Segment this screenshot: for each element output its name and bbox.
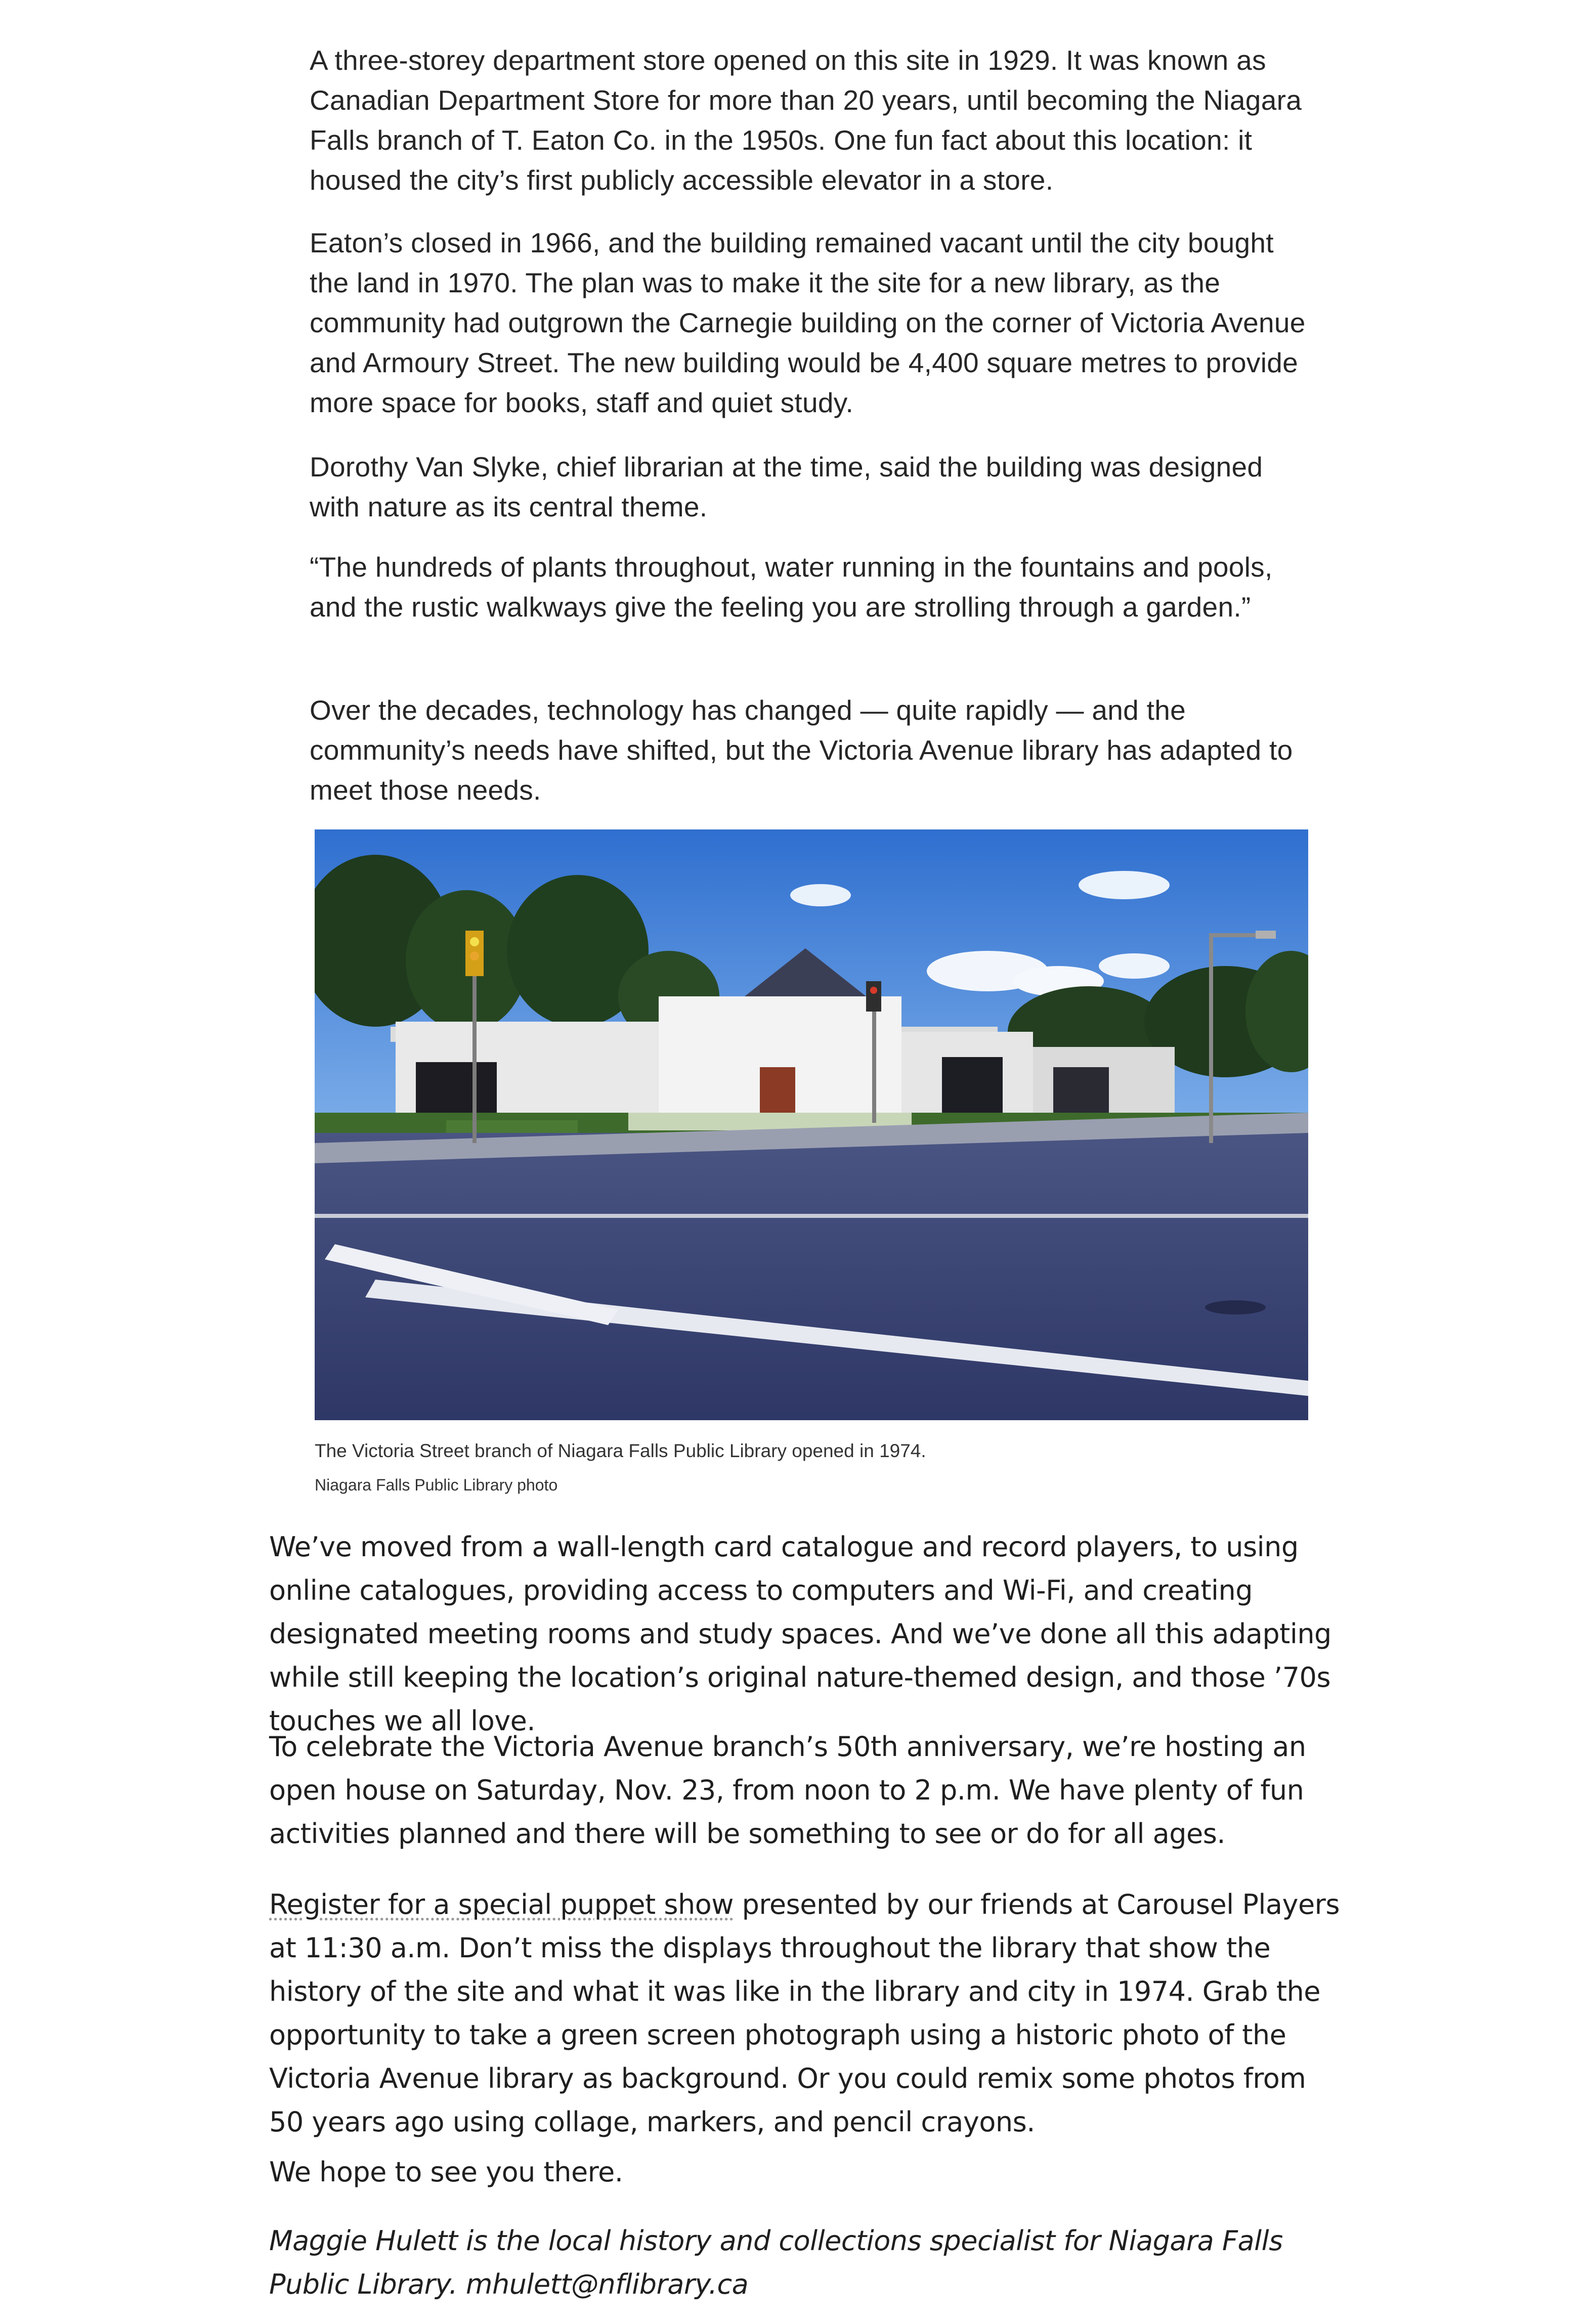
paragraph-eatons-closed: Eaton’s closed in 1966, and the building remained vacant until the city bought the land in 1970. The plan was to make it the site for a new library, as the community had outgrown the Carnegie building on the corner of Victoria Avenue and Armoury Street. The new building would be 4,400 square metres to provide more space for books, staff and quiet study. <box>310 227 1306 418</box>
library-photo <box>315 829 1308 1420</box>
paragraph-closing: We hope to see you there. <box>269 2156 623 2188</box>
puppet-show-details: presented by our friends at Carousel Players at 11:30 a.m. Don’t miss the displays throughout the library that show the history of the site and what it was like in the library and city in 1974. Grab the opportunity to take a green screen photograph using a historic photo of the Victoria Avenue library as background. Or you could remix some photos from 50 years ago using collage, markers, and pencil crayons. <box>269 1889 1340 2138</box>
author-byline: Maggie Hulett is the local history and collections specialist for Niagara Falls Public Library. mhulett@nflibrary.ca <box>269 2225 1283 2300</box>
paragraph-quote: “The hundreds of plants throughout, water running in the fountains and pools, and the rustic walkways give the feeling you are strolling through a garden.” <box>310 551 1273 623</box>
puppet-show-link[interactable]: Register for a special puppet show <box>269 1889 734 1920</box>
photo-caption: The Victoria Street branch of Niagara Falls Public Library opened in 1974. <box>315 1440 926 1461</box>
paragraph-dorothy-van-slyke: Dorothy Van Slyke, chief librarian at the time, said the building was designed with nature as its central theme. <box>310 451 1263 522</box>
photo-credit: Niagara Falls Public Library photo <box>315 1476 558 1494</box>
paragraph-puppet-show <box>269 1883 1347 2144</box>
paragraph-moved-from: We’ve moved from a wall-length card catalogue and record players, to using online catalogues, providing access to computers and Wi-Fi, and creating designated meeting rooms and study spaces. And we’ve done all this adapting while still keeping the location’s original nature-themed design, and those ’70s touches we all love. <box>269 1531 1331 1737</box>
paragraph-decades: Over the decades, technology has changed — quite rapidly — and the community’s needs have shifted, but the Victoria Avenue library has adapted to meet those needs. <box>310 694 1293 806</box>
paragraph-celebrate: To celebrate the Victoria Avenue branch’s 50th anniversary, we’re hosting an open house on Saturday, Nov. 23, from noon to 2 p.m. We have plenty of fun activities planned and there will be something to see or do for all ages. <box>269 1731 1306 1850</box>
paragraph-department-store: A three-storey department store opened on this site in 1929. It was known as Canadian Department Store for more than 20 years, until becoming the Niagara Falls branch of T. Eaton Co. in the 1950s. One fun fact about this location: it housed the city’s first publicly accessible elevator in a store. <box>310 45 1302 196</box>
